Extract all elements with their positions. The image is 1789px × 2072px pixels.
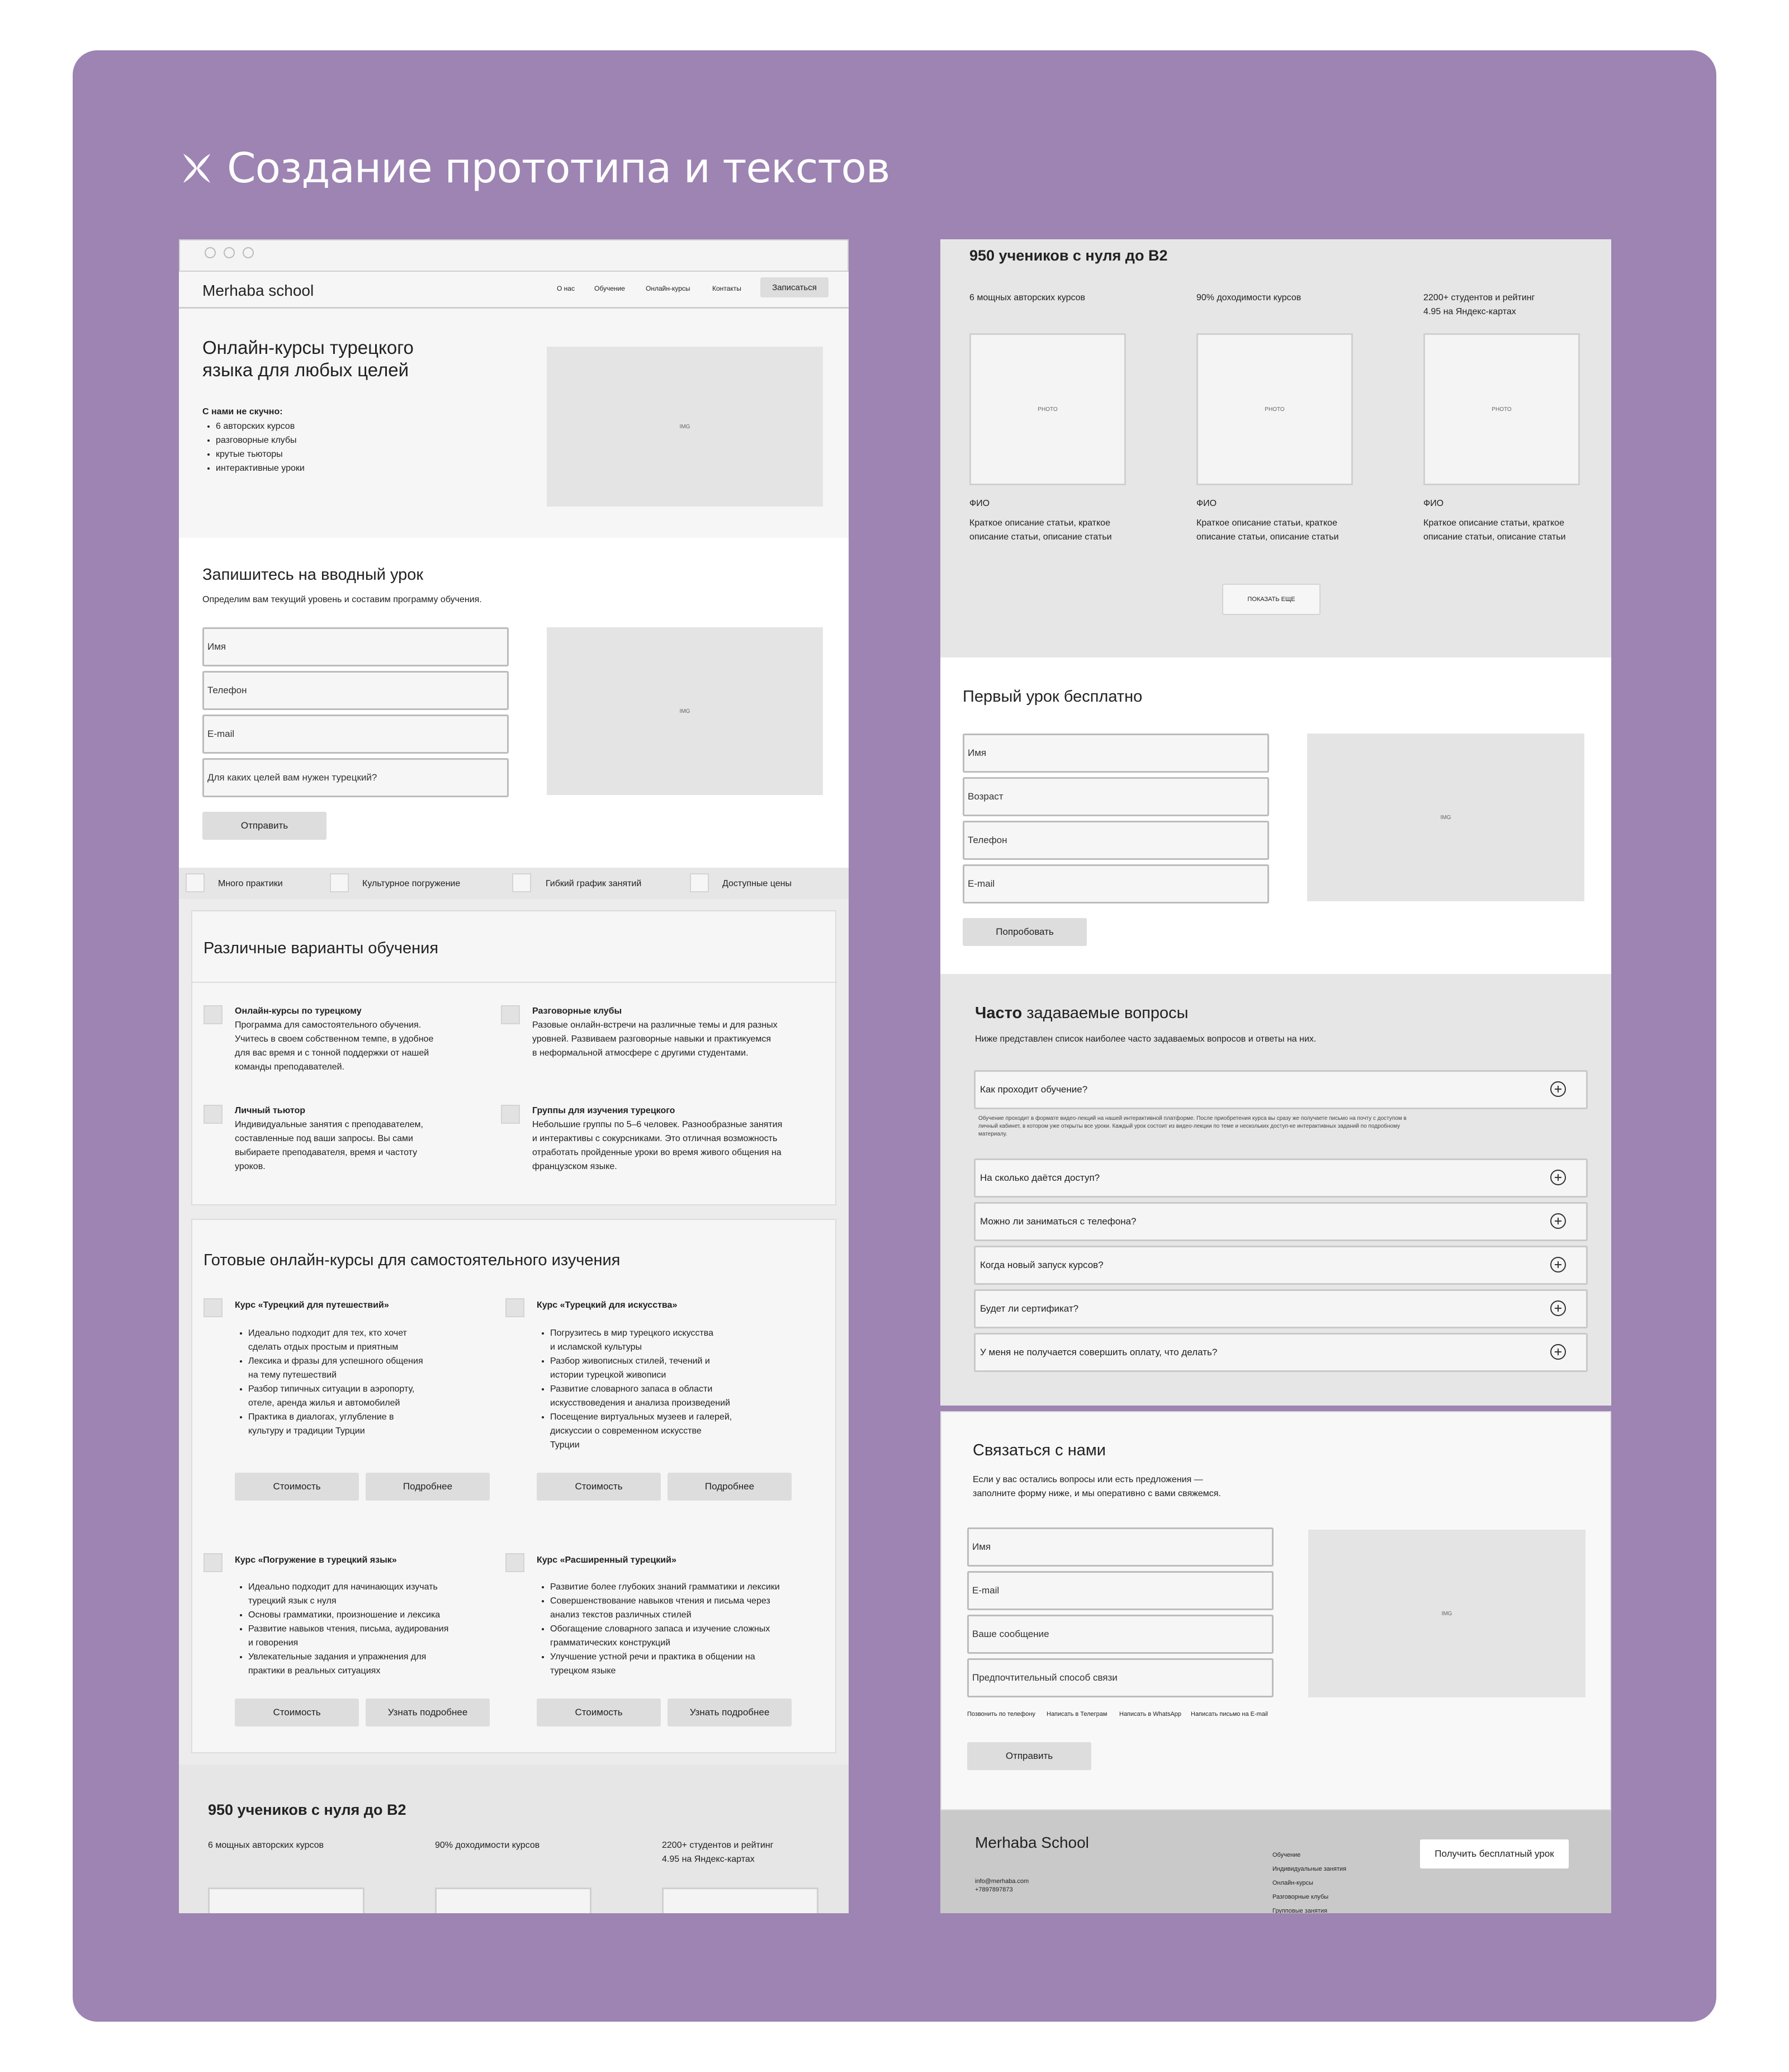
option-speaking-clubs: Разговорные клубы Разовые онлайн-встречи на различные темы и для разных уровней. Развиваем разговорные навыки и практикуемся в неформальной атмосфере с другими студентами. <box>532 1006 778 1058</box>
list-item: • крутые тьюторы <box>216 447 305 461</box>
list-item: • Обогащение словарного запаса и изучение сложных грамматических конструкций <box>550 1622 841 1650</box>
contact-method-option[interactable]: Написать письмо на E-mail <box>1191 1711 1268 1718</box>
hero-bullets <box>202 419 305 475</box>
feature-icon <box>690 873 709 892</box>
course-price-button[interactable]: Стоимость <box>537 1473 661 1501</box>
faq-item[interactable]: Когда новый запуск курсов? <box>974 1246 1588 1285</box>
nav-link-learning[interactable]: Обучение <box>594 285 625 292</box>
contact-submit-button[interactable]: Отправить <box>967 1742 1091 1770</box>
option-personal-tutor: Личный тьютор Индивидуальные занятия с преподавателем, составленные под ваши запросы. Вы сами выбираете преподавателя, время и частоту уроков. <box>235 1106 423 1171</box>
course-icon <box>505 1298 524 1317</box>
signup-submit-button[interactable]: Отправить <box>202 812 326 840</box>
list-item: • Лексика и фразы для успешного общения на тему путешествий <box>248 1354 511 1382</box>
plus-icon[interactable] <box>1550 1344 1566 1360</box>
course-icon <box>203 1298 223 1317</box>
plus-icon[interactable] <box>1550 1300 1566 1316</box>
footer-link[interactable]: Обучение <box>1272 1852 1301 1858</box>
faq-title: Часто задаваемые вопросы <box>975 1004 1189 1022</box>
signup-section <box>179 538 849 868</box>
feature-label: Гибкий график занятий <box>546 879 642 888</box>
photo-placeholder: PHOTO <box>1196 333 1353 485</box>
faq-answer: Обучение проходит в формате видео-лекций на нашей интерактивной платформе. После приобретения курса вы сразу же получаете письмо на почту с доступом в личный кабинет, в котором уже открыты все уроки. Каждый урок состоит из видео-лекции по теме и нескольких доступ-ке интерактивных заданий по подробному материалу. <box>978 1115 1407 1137</box>
hero-title: Онлайн-курсы турецкого языка для любых целей <box>202 337 414 380</box>
list-item: • 6 авторских курсов <box>216 419 305 433</box>
learning-options-title: Различные варианты обучения <box>203 939 439 957</box>
contact-method-option[interactable]: Позвонить по телефону <box>967 1711 1035 1718</box>
course-icon <box>203 1553 223 1572</box>
nav-link-courses[interactable]: Онлайн-курсы <box>646 285 690 292</box>
contact-method-option[interactable]: Написать в WhatsApp <box>1119 1711 1182 1718</box>
window-dot <box>243 247 254 258</box>
footer-link[interactable]: Групповые занятия <box>1272 1908 1328 1913</box>
footer-links <box>1272 1848 1346 1913</box>
photo-placeholder <box>435 1887 591 1913</box>
list-item: • Идеально подходит для тех, кто хочет сделать отдых простым и приятным <box>248 1326 511 1354</box>
faq-item[interactable]: На сколько даётся доступ? <box>974 1158 1588 1198</box>
faq-item[interactable]: Будет ли сертификат? <box>974 1289 1588 1328</box>
footer-link[interactable]: Индивидуальные занятия <box>1272 1866 1347 1872</box>
brand-logo[interactable]: Merhaba school <box>202 282 314 299</box>
faq-item[interactable]: У меня не получается совершить оплату, что делать? <box>974 1333 1588 1372</box>
stat-item: 6 мощных авторских курсов <box>208 1841 324 1850</box>
course-details-button[interactable]: Узнать подробнее <box>668 1699 792 1726</box>
course-bullets <box>235 1580 511 1678</box>
student-card: ФИО Краткое описание статьи, краткое описание статьи, описание статьи <box>969 499 1112 542</box>
feature-icon <box>512 873 531 892</box>
free-lesson-image-placeholder: IMG <box>1307 734 1584 901</box>
nav-link-contacts[interactable]: Контакты <box>712 285 741 292</box>
free-lesson-section <box>940 657 1611 974</box>
list-item: • Развитие более глубоких знаний грамматики и лексики <box>550 1580 841 1594</box>
stat-item: 2200+ студентов и рейтинг 4.95 на Яндекс-картах <box>1423 293 1535 316</box>
course-details-button[interactable]: Подробнее <box>668 1473 792 1501</box>
name-field[interactable]: Имя <box>963 734 1269 773</box>
email-field[interactable]: E-mail <box>967 1571 1274 1610</box>
right-wireframe <box>940 239 1611 1913</box>
slide-title: Создание прототипа и текстов <box>227 144 890 192</box>
list-item: • Разбор живописных стилей, течений и истории турецкой живописи <box>550 1354 830 1382</box>
list-item: • разговорные клубы <box>216 433 305 447</box>
email-field[interactable]: E-mail <box>202 715 509 754</box>
name-field[interactable]: Имя <box>202 627 509 666</box>
course-title: Курс «Турецкий для искусства» <box>537 1300 678 1310</box>
student-card: ФИО Краткое описание статьи, краткое описание статьи, описание статьи <box>1196 499 1339 542</box>
contact-method-option[interactable]: Написать в Телеграм <box>1047 1711 1108 1718</box>
feature-label: Культурное погружение <box>362 879 461 888</box>
list-item: • Погрузитесь в мир турецкого искусства и исламской культуры <box>550 1326 830 1354</box>
site-footer <box>940 1810 1611 1913</box>
faq-section <box>940 974 1611 1406</box>
list-item: • Идеально подходит для начинающих изучать турецкий язык с нуля <box>248 1580 511 1608</box>
plus-icon[interactable] <box>1550 1170 1566 1185</box>
features-bar <box>179 868 849 899</box>
hero-image-placeholder: IMG <box>547 347 823 507</box>
feature-icon <box>186 873 205 892</box>
course-details-button[interactable]: Узнать подробнее <box>366 1699 490 1726</box>
feature-icon <box>330 873 349 892</box>
list-item: • интерактивные уроки <box>216 461 305 475</box>
plus-icon[interactable] <box>1550 1213 1566 1229</box>
contact-section <box>940 1411 1611 1810</box>
courses-title: Готовые онлайн-курсы для самостоятельного изучения <box>203 1251 621 1269</box>
window-dot <box>224 247 235 258</box>
option-icon <box>501 1105 520 1124</box>
free-lesson-title: Первый урок бесплатно <box>963 688 1143 706</box>
signup-image-placeholder: IMG <box>547 627 823 795</box>
phone-field[interactable]: Телефон <box>963 821 1269 860</box>
contact-title: Связаться с нами <box>973 1441 1106 1459</box>
list-item: • Разбор типичных ситуации в аэропорту, отеле, аренда жилья и автомобилей <box>248 1382 511 1410</box>
hero-subtitle: С нами не скучно: <box>202 407 283 417</box>
signup-subtitle: Определим вам текущий уровень и составим программу обучения. <box>202 595 482 604</box>
option-icon <box>501 1005 520 1024</box>
course-details-button[interactable]: Подробнее <box>366 1473 490 1501</box>
course-bullets <box>537 1326 830 1452</box>
stat-item: 90% доходимости курсов <box>1196 293 1301 302</box>
stats-title: 950 учеников с нуля до B2 <box>208 1801 406 1818</box>
footer-link[interactable]: Онлайн-курсы <box>1272 1880 1313 1886</box>
option-icon <box>203 1005 223 1024</box>
footer-brand: Merhaba School <box>975 1834 1089 1851</box>
signup-title: Запишитесь на вводный урок <box>202 566 424 584</box>
free-lesson-cta-button[interactable]: Получить бесплатный урок <box>1420 1839 1569 1868</box>
stats-title: 950 учеников с нуля до B2 <box>969 247 1168 264</box>
course-title: Курс «Турецкий для путешествий» <box>235 1300 389 1310</box>
courses-card <box>191 1219 836 1753</box>
contact-text: Если у вас остались вопросы или есть предложения — заполните форму ниже, и мы оперативно с вами свяжемся. <box>973 1475 1221 1498</box>
browser-chrome <box>179 239 849 272</box>
list-item: • Совершенствование навыков чтения и письма через анализ текстов различных стилей <box>550 1594 841 1622</box>
left-wireframe <box>179 239 849 1913</box>
photo-placeholder: PHOTO <box>969 333 1126 485</box>
nav-link-about[interactable]: О нас <box>557 285 575 292</box>
email-field[interactable]: E-mail <box>963 864 1269 903</box>
list-item: • Развитие словарного запаса в области искусствоведения и анализа произведений <box>550 1382 830 1410</box>
photo-placeholder: PHOTO <box>1423 333 1580 485</box>
list-item: • Развитие навыков чтения, письма, аудирования и говорения <box>248 1622 511 1650</box>
course-title: Курс «Погружение в турецкий язык» <box>235 1555 397 1565</box>
learning-options-card <box>191 910 836 1205</box>
course-price-button[interactable]: Стоимость <box>235 1473 359 1501</box>
stats-section <box>179 1764 849 1913</box>
site-nav <box>179 272 849 309</box>
footer-contacts: info@merhaba.com +7897897873 <box>975 1878 1029 1893</box>
course-price-button[interactable]: Стоимость <box>537 1699 661 1726</box>
show-more-button[interactable]: ПОКАЗАТЬ ЕЩЕ <box>1222 584 1321 615</box>
course-icon <box>505 1553 524 1572</box>
stat-item: 6 мощных авторских курсов <box>969 293 1086 302</box>
slide-heading <box>179 144 889 192</box>
list-item: • Улучшение устной речи и практика в общении на турецком языке <box>550 1650 841 1678</box>
student-card: ФИО Краткое описание статьи, краткое описание статьи, описание статьи <box>1423 499 1566 542</box>
message-field[interactable]: Ваше сообщение <box>967 1615 1274 1654</box>
course-title: Курс «Расширенный турецкий» <box>537 1555 676 1565</box>
plus-icon[interactable] <box>1550 1081 1566 1097</box>
option-study-groups: Группы для изучения турецкого Небольшие группы по 5–6 человек. Разнообразные занятия и интерактивы с сокурсниками. Это отличная возможность отработать пройденные уроки во время живого общения на французском языке. <box>532 1106 783 1171</box>
x-cross-icon <box>179 150 215 186</box>
age-field[interactable]: Возраст <box>963 777 1269 816</box>
contact-method-field[interactable]: Предпочтительный способ связи <box>967 1658 1274 1697</box>
feature-label: Много практики <box>218 879 283 888</box>
signup-nav-button[interactable]: Записаться <box>760 277 829 297</box>
hero-section <box>179 309 849 538</box>
list-item: • Увлекательные задания и упражнения для практики в реальных ситуациях <box>248 1650 511 1678</box>
photo-placeholder <box>208 1887 365 1913</box>
feature-label: Доступные цены <box>722 879 792 888</box>
footer-link[interactable]: Разговорные клубы <box>1272 1894 1329 1900</box>
goal-field[interactable]: Для каких целей вам нужен турецкий? <box>202 758 509 797</box>
stat-item: 90% доходимости курсов <box>435 1841 540 1850</box>
course-price-button[interactable]: Стоимость <box>235 1699 359 1726</box>
window-dot <box>205 247 216 258</box>
phone-field[interactable]: Телефон <box>202 671 509 710</box>
course-bullets <box>537 1580 841 1678</box>
list-item: • Основы грамматики, произношение и лексика <box>248 1608 511 1622</box>
faq-subtitle: Ниже представлен список наиболее часто задаваемых вопросов и ответы на них. <box>975 1034 1317 1044</box>
photo-placeholder <box>662 1887 818 1913</box>
stats-section <box>940 239 1611 657</box>
course-bullets <box>235 1326 511 1438</box>
option-online-courses: Онлайн-курсы по турецкому Программа для самостоятельного обучения. Учитесь в своем собственном темпе, в удобное для вас время и с тонной поддержки от нашей команды преподавателей. <box>235 1006 434 1072</box>
contact-image-placeholder: IMG <box>1308 1530 1586 1697</box>
plus-icon[interactable] <box>1550 1257 1566 1272</box>
option-icon <box>203 1105 223 1124</box>
name-field[interactable]: Имя <box>967 1527 1274 1567</box>
divider <box>192 982 837 983</box>
faq-item[interactable]: Можно ли заниматься с телефона? <box>974 1202 1588 1241</box>
list-item: • Практика в диалогах, углубление в культуру и традиции Турции <box>248 1410 511 1438</box>
list-item: • Посещение виртуальных музеев и галерей, дискуссии о современном искусстве Турции <box>550 1410 830 1452</box>
stat-item: 2200+ студентов и рейтинг 4.95 на Яндекс-картах <box>662 1841 774 1864</box>
faq-item-open[interactable]: Как проходит обучение? <box>974 1070 1588 1109</box>
try-button[interactable]: Попробовать <box>963 918 1087 946</box>
